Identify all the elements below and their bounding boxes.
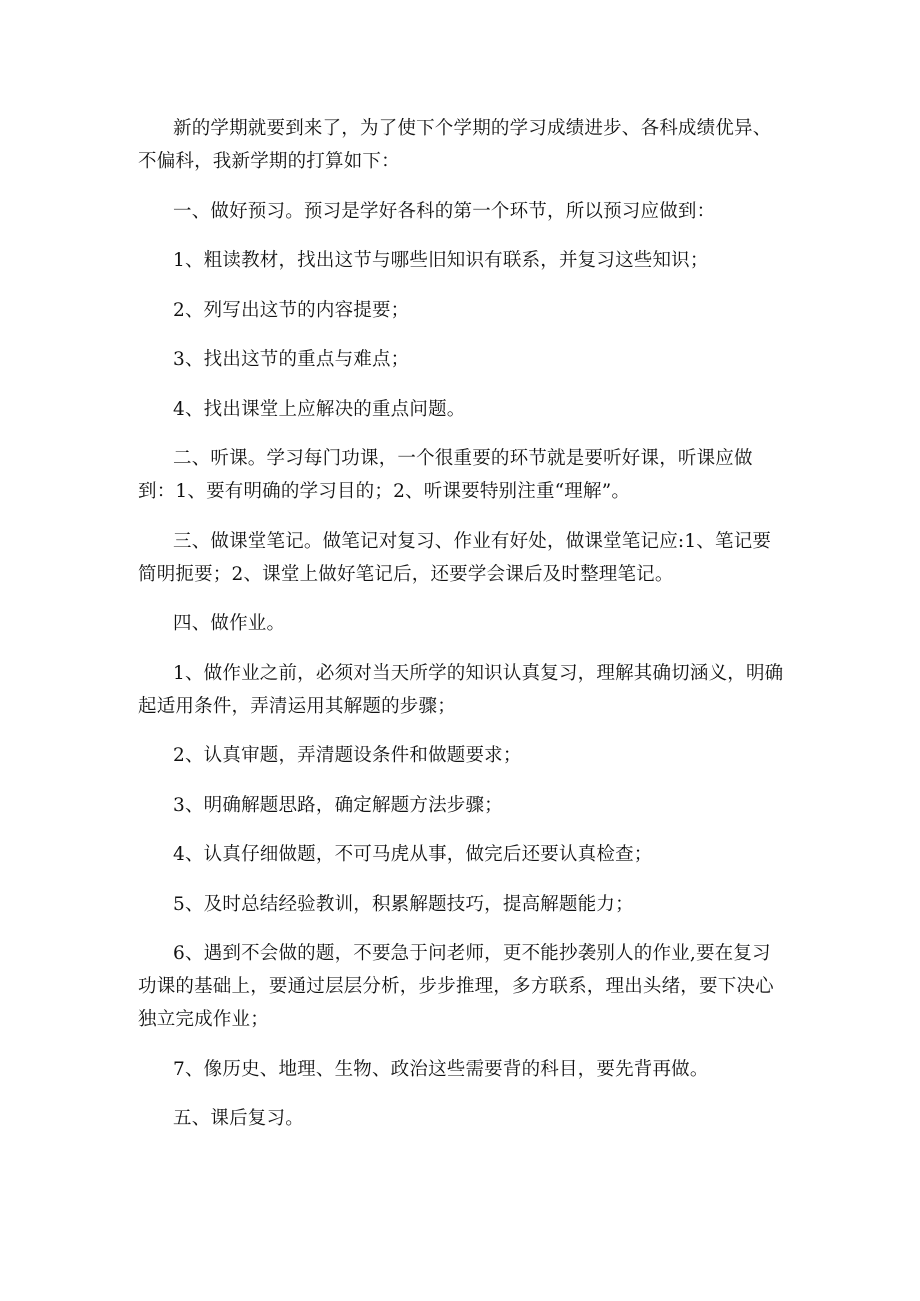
paragraph-homework-item-4: 4、认真仔细做题，不可马虎从事，做完后还要认真检查；	[173, 844, 653, 865]
paragraph-section-3-notes: 三、做课堂笔记。做笔记对复习、作业有好处，做课堂笔记应:1、笔记要简明扼要；2、课堂上做好笔记后，还要学会课后及时整理笔记。	[138, 530, 772, 585]
paragraph-preview-item-3: 3、找出这节的重点与难点；	[173, 349, 410, 370]
paragraph-preview-item-1: 1、粗读教材，找出这节与哪些旧知识有联系，并复习这些知识；	[173, 250, 709, 271]
paragraph-preview-item-4: 4、找出课堂上应解决的重点问题。	[173, 398, 466, 420]
paragraph-homework-item-5: 5、及时总结经验教训，积累解题技巧，提高解题能力；	[173, 893, 634, 915]
paragraph-section-1-preview: 一、做好预习。预习是学好各科的第一个环节，所以预习应做到：	[173, 200, 716, 222]
paragraph-section-5-review: 五、课后复习。	[173, 1108, 304, 1129]
paragraph-homework-item-7: 7、像历史、地理、生物、政治这些需要背的科目，要先背再做。	[173, 1058, 709, 1080]
document-body	[138, 112, 788, 1152]
paragraph-homework-item-6: 6、遇到不会做的题，不要急于问老师，更不能抄袭别人的作业,要在复习功课的基础上，要通过层层分析，步步推理，多方联系，理出头绪，要下决心独立完成作业；	[138, 943, 774, 1030]
paragraph-intro: 新的学期就要到来了，为了使下个学期的学习成绩进步、各科成绩优异、不偏科，我新学期的打算如下：	[138, 118, 772, 172]
paragraph-homework-item-1: 1、做作业之前，必须对当天所学的知识认真复习，理解其确切涵义，明确起适用条件，弄清运用其解题的步骤；	[138, 662, 784, 717]
paragraph-section-4-homework: 四、做作业。	[173, 613, 286, 634]
paragraph-homework-item-2: 2、认真审题，弄清题设条件和做题要求；	[173, 745, 522, 766]
paragraph-homework-item-3: 3、明确解题思路，确定解题方法步骤；	[173, 794, 503, 816]
paragraph-section-2-listening: 二、听课。学习每门功课，一个很重要的环节就是要听好课，听课应做到：1、要有明确的学习目的；2、听课要特别注重“理解”。	[138, 448, 753, 502]
paragraph-preview-item-2: 2、列写出这节的内容提要；	[173, 299, 410, 321]
